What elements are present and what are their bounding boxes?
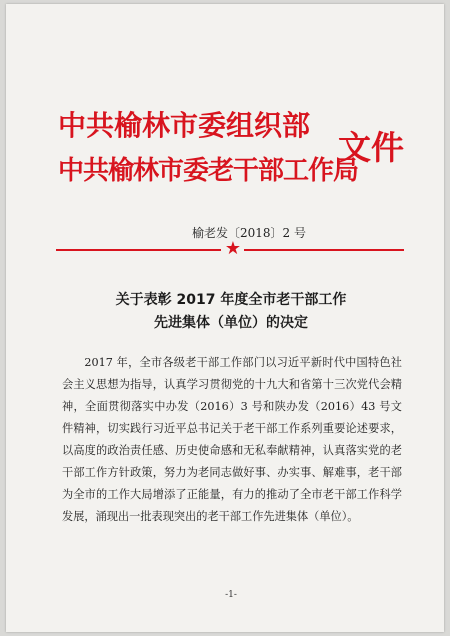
issuer-line-2: 中共榆林市委老干部工作局 — [58, 156, 359, 186]
document-title-line-2: 先进集体（单位）的决定 — [154, 315, 308, 331]
body-paragraph: 2017 年，全市各级老干部工作部门以习近平新时代中国特色社会主义思想为指导，认真学习贯彻党的十九大和省第十三次党代会精神，全面贯彻落实中办发（2016）3 号和陕办发（2016）43 号文件精神，切实践行习近平总书记关于老干部工作系列重要论述要求，以高度的政治责任感、历史使命感和无私奉献精神，认真落实党的老干部工作方针政策，努力为老同志做好事、办实事、解难事，老干部为全市的工作大局增添了正能量，有力的推动了全市老干部工作科学发展，涌现出一批表现突出的老干部工作先进集体（单位）。 — [62, 356, 402, 523]
issuer-line-1: 中共榆林市委组织部 — [58, 109, 311, 142]
masthead — [58, 102, 408, 200]
document-title-line-1: 关于表彰 2017 年度全市老干部工作 — [115, 292, 347, 308]
star-icon: ★ — [224, 238, 242, 259]
red-divider-right — [244, 249, 404, 251]
document-page — [6, 4, 444, 632]
document-number: 榆老发〔2018〕2 号 — [192, 226, 306, 240]
red-divider-left — [56, 249, 221, 251]
page-number: -1- — [225, 590, 237, 600]
doc-type-label: 文件 — [338, 128, 404, 167]
